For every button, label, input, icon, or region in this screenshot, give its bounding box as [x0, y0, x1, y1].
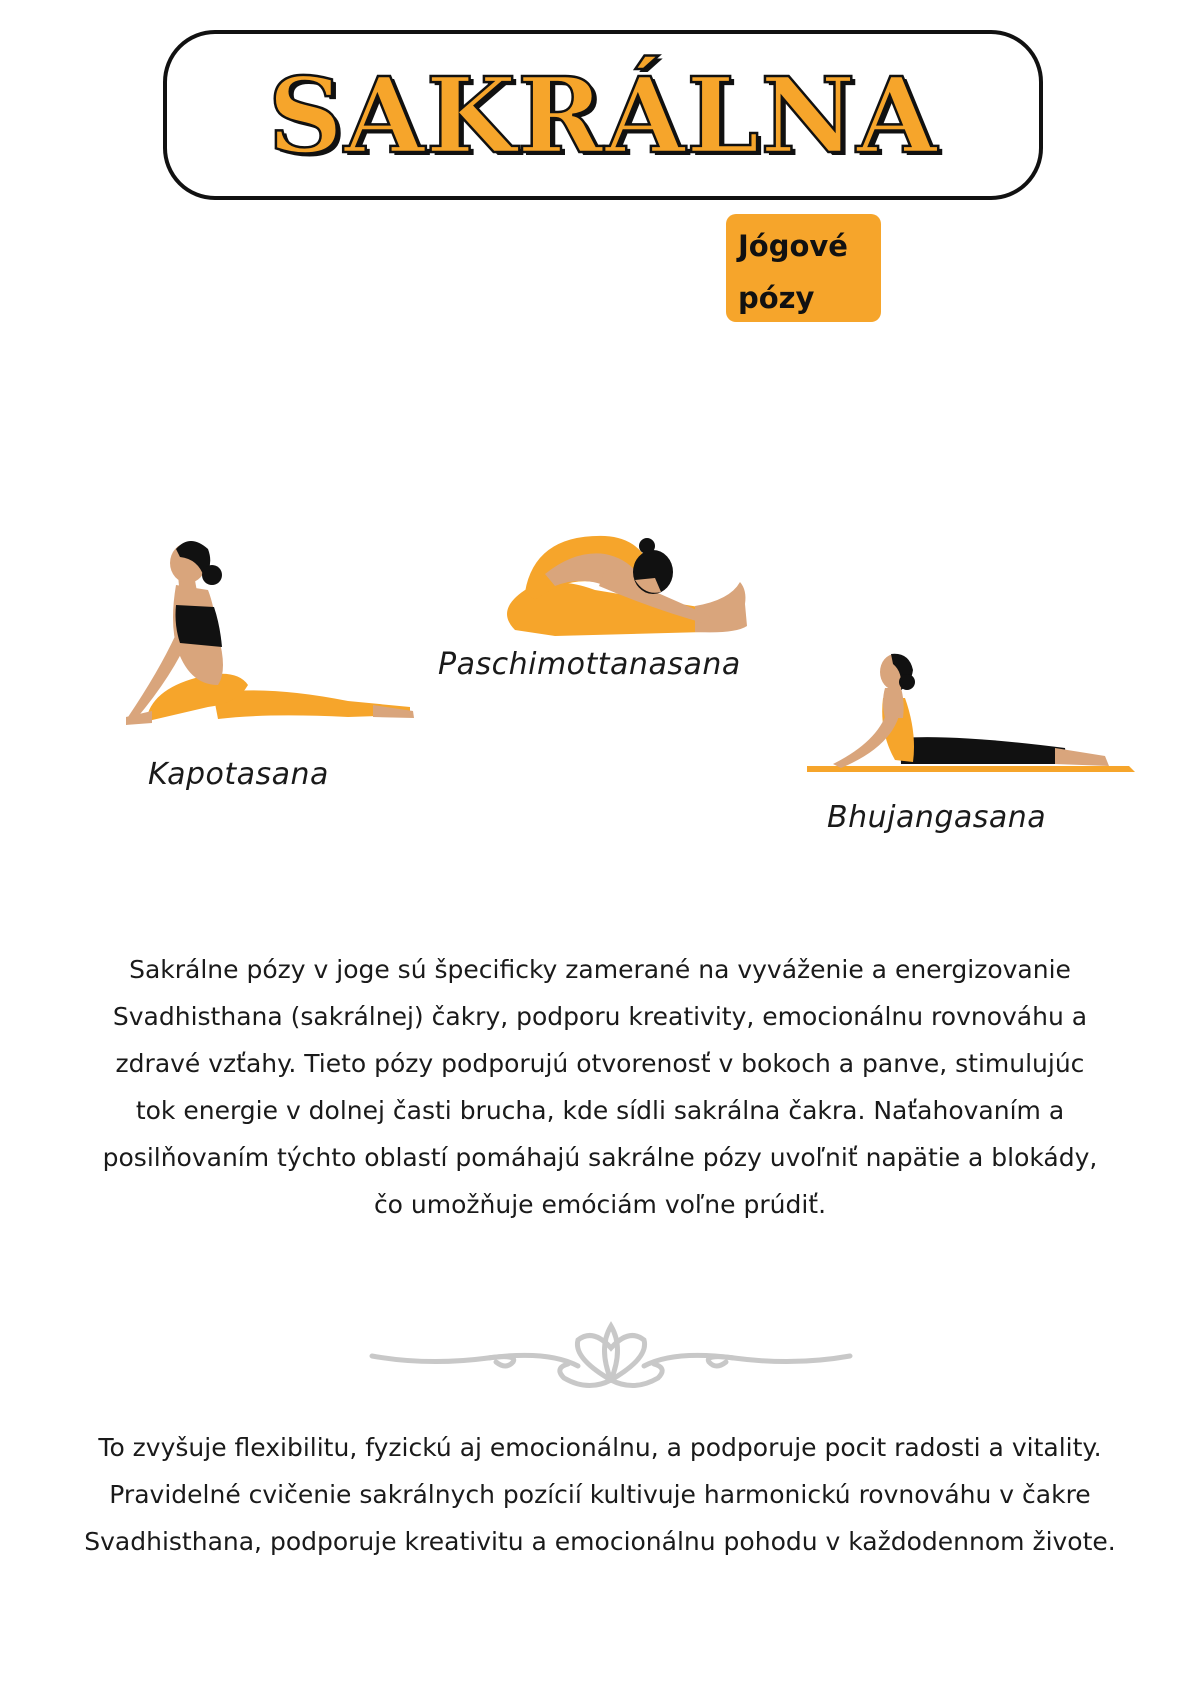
pose-label-kapotasana: Kapotasana	[148, 757, 329, 792]
badge-line-1: Jógové	[738, 229, 848, 263]
pigeon-pose-figure	[118, 535, 418, 735]
pose-label-paschimottanasana: Paschimottanasana	[438, 647, 741, 682]
page-title: SAKRÁLNA	[267, 53, 939, 177]
category-badge	[726, 214, 881, 322]
seated-forward-bend-figure	[495, 530, 755, 640]
closing-paragraph: To zvyšuje flexibilitu, fyzickú aj emocionálnu, a podporuje pocit radosti a vitality. Pravidelné cvičenie sakrálnych pozícií kultivuje harmonickú rovnováhu v čakre Svadhisthana, podporuje kreativitu a emocionálnu pohodu v každodennom živote.	[84, 1433, 1116, 1556]
decorative-divider-ornament	[368, 1318, 854, 1398]
pose-label-bhujangasana: Bhujangasana	[827, 800, 1047, 835]
intro-paragraph: Sakrálne pózy v joge sú špecificky zamerané na vyváženie a energizovanie Svadhisthana (sakrálnej) čakry, podporu kreativity, emocionálnu rovnováhu a zdravé vzťahy. Tieto pózy podporujú otvorenosť v bokoch a panve, stimulujúc tok energie v dolnej časti brucha, kde sídli sakrálna čakra. Naťahovaním a posilňovaním týchto oblastí pomáhajú sakrálne pózy uvoľniť napätie a blokády, čo umožňuje emóciám voľne prúdiť.	[102, 955, 1098, 1219]
title-box	[163, 30, 1043, 200]
cobra-pose-figure	[805, 652, 1135, 777]
badge-line-2: pózy	[738, 281, 815, 315]
